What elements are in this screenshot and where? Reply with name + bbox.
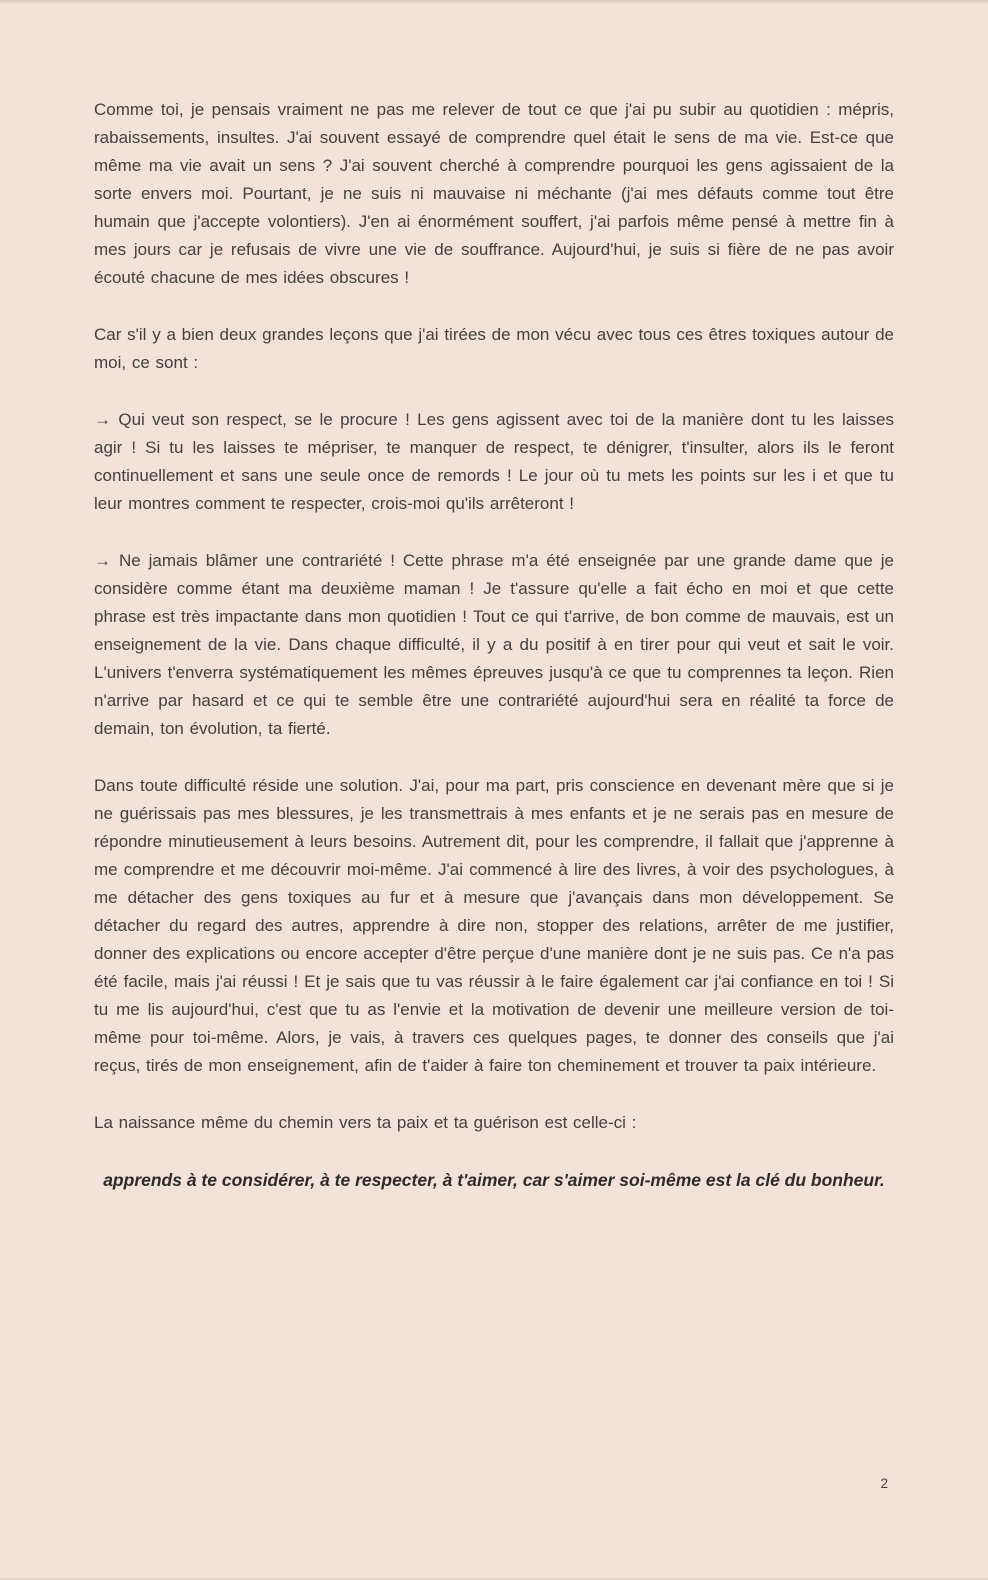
page-text-block xyxy=(94,96,894,1195)
path-intro-paragraph: La naissance même du chemin vers ta paix et ta guérison est celle-ci : xyxy=(94,1113,637,1132)
key-quote: apprends à te considérer, à te respecter, à t'aimer, car s'aimer soi-même est la clé du bonheur. xyxy=(103,1170,885,1190)
page-number: 2 xyxy=(880,1476,888,1491)
healing-journey-paragraph: Dans toute difficulté réside une solution. J'ai, pour ma part, pris conscience en devenant mère que si je ne guérissais pas mes blessures, je les transmettrais à mes enfants et je ne serais pas en mesure de répondre minutieusement à leurs besoins. Autrement dit, pour les comprendre, il fallait que j'apprenne à me comprendre et me découvrir moi-même. J'ai commencé à lire des livres, à voir des psychologues, à me détacher des gens toxiques au fur et à mesure que j'avançais dans mon développement. Se détacher du regard des autres, apprendre à dire non, stopper des relations, arrêter de me justifier, donner des explications ou encore accepter d'être perçue d'une manière dont je ne suis pas. Ce n'a pas été facile, mais j'ai réussi ! Et je sais que tu vas réussir à le faire également car j'ai confiance en toi ! Si tu me lis aujourd'hui, c'est que tu as l'envie et la motivation de devenir une meilleure version de toi-même pour toi-même. Alors, je vais, à travers ces quelques pages, te donner des conseils que j'ai reçus, tirés de mon enseignement, afin de t'aider à faire ton cheminement et trouver ta paix intérieure. xyxy=(94,776,894,1075)
lesson-2-paragraph: → Ne jamais blâmer une contrariété ! Cette phrase m'a été enseignée par une grande dame que je considère comme étant ma deuxième maman ! Je t'assure qu'elle a fait écho en moi et que cette phrase est très impactante dans mon quotidien ! Tout ce qui t'arrive, de bon comme de mauvais, est un enseignement de la vie. Dans chaque difficulté, il y a du positif à en tirer pour qui veut et sait le voir. L'univers t'enverra systématiquement les mêmes épreuves jusqu'à ce que tu comprennes ta leçon. Rien n'arrive par hasard et ce qui te semble être une contrariété aujourd'hui sera en réalité ta force de demain, ton évolution, ta fierté. xyxy=(94,551,894,738)
lesson-1-paragraph: → Qui veut son respect, se le procure ! Les gens agissent avec toi de la manière dont tu les laisses agir ! Si tu les laisses te mépriser, te manquer de respect, te dénigrer, t'insulter, alors ils le feront continuellement et sans une seule once de remords ! Le jour où tu mets les points sur les i et que tu leur montres comment te respecter, crois-moi qu'ils arrêteront ! xyxy=(94,410,894,513)
page-top-edge xyxy=(0,0,988,4)
intro-paragraph: Comme toi, je pensais vraiment ne pas me relever de tout ce que j'ai pu subir au quotidien : mépris, rabaissements, insultes. J'ai souvent essayé de comprendre quel était le sens de ma vie. Est-ce que même ma vie avait un sens ? J'ai souvent cherché à comprendre pourquoi les gens agissaient de la sorte envers moi. Pourtant, je ne suis ni mauvaise ni méchante (j'ai mes défauts comme tout être humain que j'accepte volontiers). J'en ai énormément souffert, j'ai parfois même pensé à mettre fin à mes jours car je refusais de vivre une vie de souffrance. Aujourd'hui, je suis si fière de ne pas avoir écouté chacune de mes idées obscures ! xyxy=(94,100,894,287)
lessons-intro-paragraph: Car s'il y a bien deux grandes leçons que j'ai tirées de mon vécu avec tous ces êtres toxiques autour de moi, ce sont : xyxy=(94,325,894,372)
